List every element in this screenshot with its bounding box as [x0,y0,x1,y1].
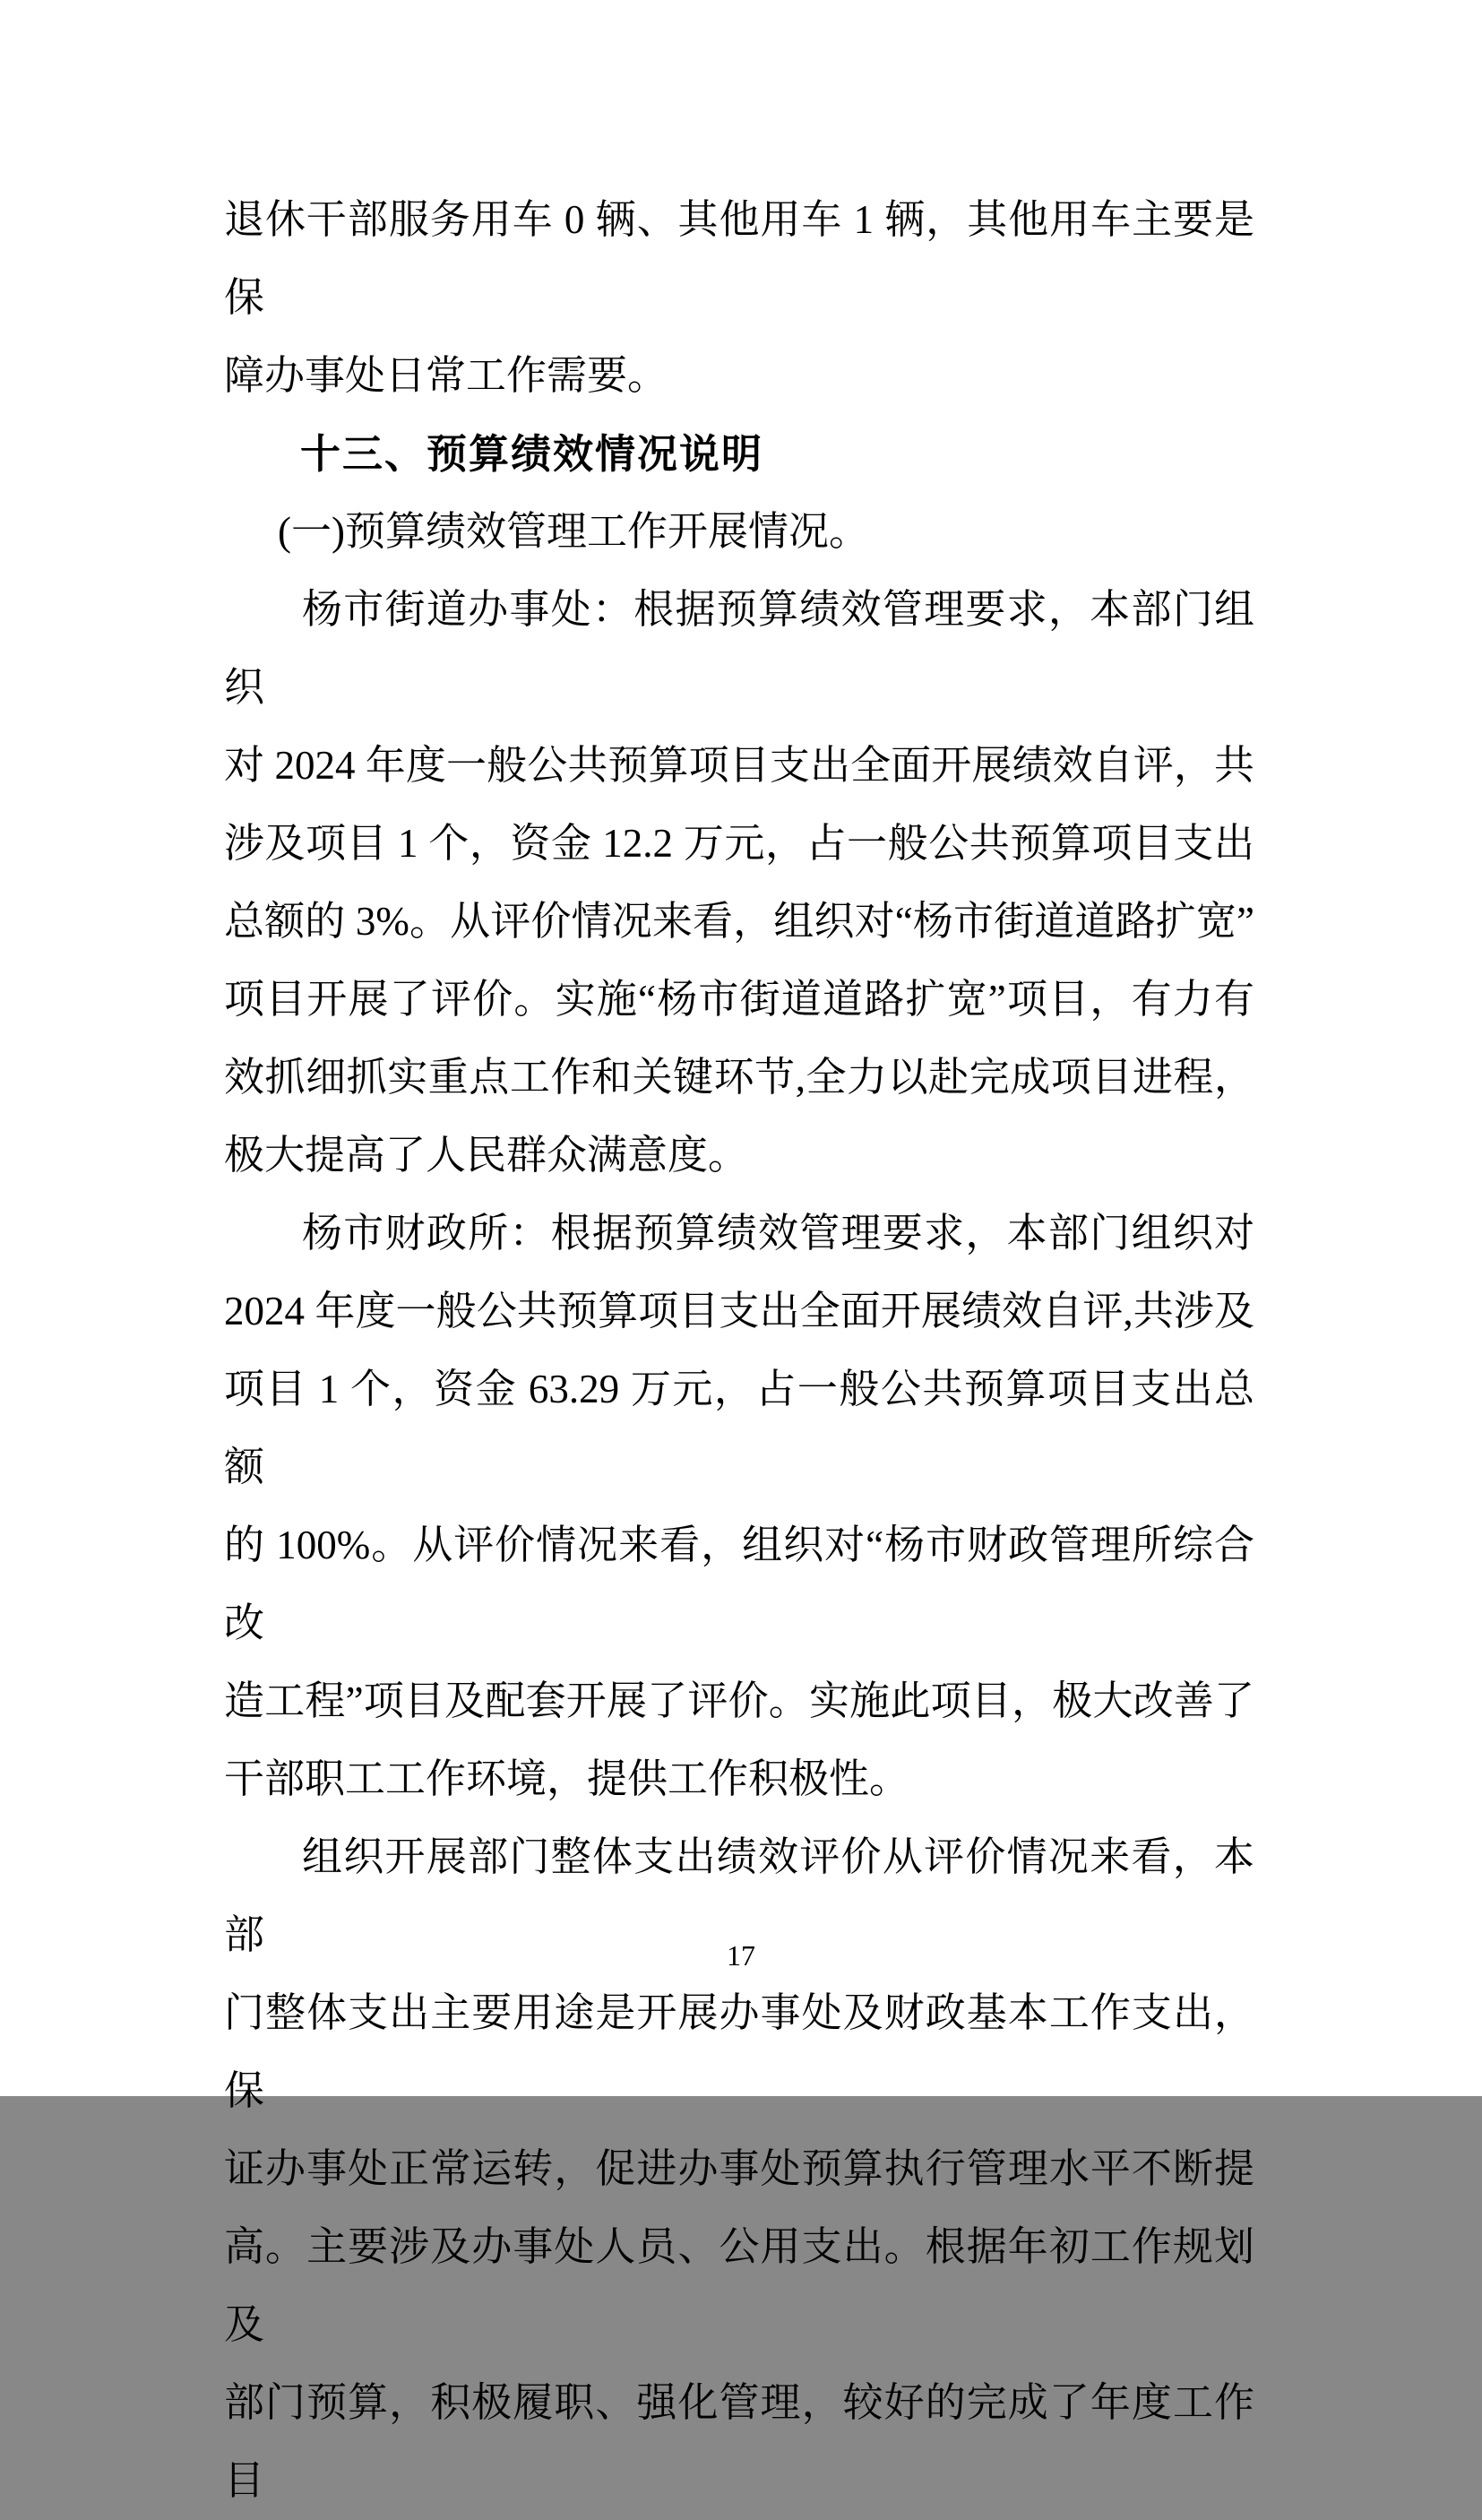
body-line: 杨市财政所：根据预算绩效管理要求，本部门组织对 [302,1211,1254,1256]
body-line: 干部职工工作环境，提供工作积极性。 [224,1756,910,1801]
body-line: 项目开展了评价。实施“杨市街道道路扩宽”项目，有力有 [224,977,1254,1022]
body-line: 2024 年度一般公共预算项目支出全面开展绩效自评,共涉及 [224,1289,1254,1333]
subsection-heading: (一)预算绩效管理工作开展情况。 [278,509,869,554]
body-line: 退休干部服务用车 0 辆、其他用车 1 辆，其他用车主要是保 [224,197,1254,320]
body-line: 高。主要涉及办事处人员、公用支出。根据年初工作规划及 [224,2224,1254,2347]
body-line: 门整体支出主要用途是开展办事处及财政基本工作支出，保 [224,1990,1254,2113]
body-line: 极大提高了人民群众满意度。 [224,1133,749,1178]
body-line: 的 100%。从评价情况来看，组织对“杨市财政管理所综合改 [224,1523,1254,1645]
text-block [224,181,1254,2520]
body-line: 障办事处日常工作需要。 [224,353,668,398]
section-heading: 十三、预算绩效情况说明 [300,431,764,477]
body-line: 效抓细抓实重点工作和关键环节,全力以赴完成项目进程， [224,1055,1254,1100]
body-line: 部门预算，积极履职、强化管理，较好的完成了年度工作目 [224,2380,1254,2503]
body-line: 项目 1 个，资金 63.29 万元，占一般公共预算项目支出总额 [224,1367,1254,1489]
page-number: 17 [727,1939,755,1972]
body-line: 造工程”项目及配套开展了评价。实施此项目，极大改善了 [224,1679,1254,1723]
body-line: 对 2024 年度一般公共预算项目支出全面开展绩效自评，共 [224,743,1254,788]
body-line: 涉及项目 1 个，资金 12.2 万元，占一般公共预算项目支出 [224,821,1254,866]
body-line: 总额的 3%。从评价情况来看，组织对“杨市街道道路扩宽” [224,899,1254,944]
body-line: 组织开展部门整体支出绩效评价从评价情况来看，本部 [224,1834,1254,1957]
body-line: 证办事处正常运转，促进办事处预算执行管理水平不断提 [224,2146,1254,2191]
body-line: 杨市街道办事处：根据预算绩效管理要求，本部门组织 [224,587,1254,710]
